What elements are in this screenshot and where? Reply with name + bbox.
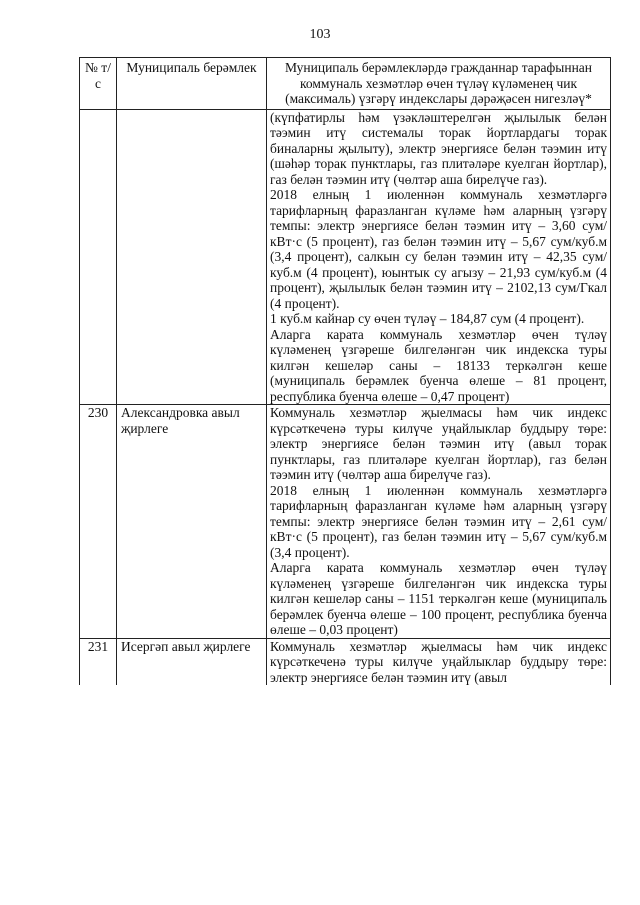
header-index-justification: Муниципаль берәмлекләрдә гражданнар тарафыннан коммуналь хезмәтләр өчен түләү күләменең чик (максималь) үзгәрү индекслары дәрәҗәсен нигезләү* <box>267 58 611 110</box>
row-description <box>267 638 611 685</box>
header-municipality: Муниципаль берәмлек <box>117 58 267 110</box>
paragraph: 1 куб.м кайнар су өчен түләү – 184,87 сум (4 процент). <box>270 311 585 326</box>
row-number <box>80 109 117 405</box>
header-number: № т/с <box>80 58 117 110</box>
row-municipality <box>117 109 267 405</box>
row-number: 230 <box>80 405 117 639</box>
paragraph: Аларга карата коммуналь хезмәтләр өчен түләү күләменең үзгәреше билгеләнгән чик индекска туры килгән кешеләр саны – 18133 теркәлгән кеше (муниципаль берәмлек буенча өлеше – 81 процент, республика буенча өлеше – 0,47 процент) <box>270 326 607 404</box>
paragraph: Аларга карата коммуналь хезмәтләр өчен түләү күләменең үзгәреше билгеләнгән чик индекска туры килгән кешеләр саны – 1151 теркәлгән кеше (муниципаль берәмлек буенча өлеше – 100 процент, республика буенча өлеше – 0,03 процент) <box>270 560 607 637</box>
row-number: 231 <box>80 638 117 685</box>
row-description <box>267 109 611 405</box>
table-row <box>80 638 611 685</box>
row-municipality: Исергәп авыл җирлеге <box>117 638 267 685</box>
table-row <box>80 109 611 405</box>
paragraph: Коммуналь хезмәтләр җыелмасы һәм чик индекс күрсәткеченә туры килүче уңайлыклар буддыру төре: электр энергиясе белән тәэмин итү (авыл торак пунктлары, газ плитәләре куелган йортлар), газ белән тәэмин итү (чөлтәр аша бирелүче газ). <box>270 405 607 482</box>
paragraph: (күпфатирлы һәм үзәкләштерелгән җылылык белән тәэмин итү системалы торак йортлардагы торак биналарны җылыту), электр энергиясе белән тәэмин итү (шәһәр торак пунктлары, газ плитәләре куелган йортлар), газ белән тәэмин итү (чөлтәр аша бирелүче газ). <box>270 109 607 187</box>
table-row <box>80 405 611 639</box>
row-municipality: Александровка авыл җирлеге <box>117 405 267 639</box>
municipal-index-table <box>79 57 611 685</box>
table-header-row <box>80 58 611 110</box>
paragraph: Коммуналь хезмәтләр җыелмасы һәм чик индекс күрсәткеченә туры килүче уңайлыклар буддыру төре: электр энергиясе белән тәэмин итү (авыл <box>270 638 607 685</box>
paragraph: 2018 елның 1 июленнән коммуналь хезмәтләргә тарифларның фаразланган күләме һәм аларның үзгәрү темпы: электр энергиясе белән тәэмин итү – 2,61 сум/кВт·с (5 процент), газ белән тәэмин итү – 5,67 сум/куб.м (3,4 процент). <box>270 482 607 560</box>
paragraph: 2018 елның 1 июленнән коммуналь хезмәтләргә тарифларның фаразланган күләме һәм аларның үзгәрү темпы: электр энергиясе белән тәэмин итү – 3,60 сум/кВт·с (5 процент), газ белән тәэмин итү – 5,67 сум/куб.м (3,4 процент), салкын су белән тәэмин итү – 42,35 сум/куб.м (4 процент), юынтык су агызу – 21,93 сум/куб.м (4 процент), җылылык белән тәэмин итү – 2102,13 сум/Гкал (4 процент). <box>270 187 607 311</box>
row-description <box>267 405 611 639</box>
page-number: 103 <box>309 27 331 42</box>
